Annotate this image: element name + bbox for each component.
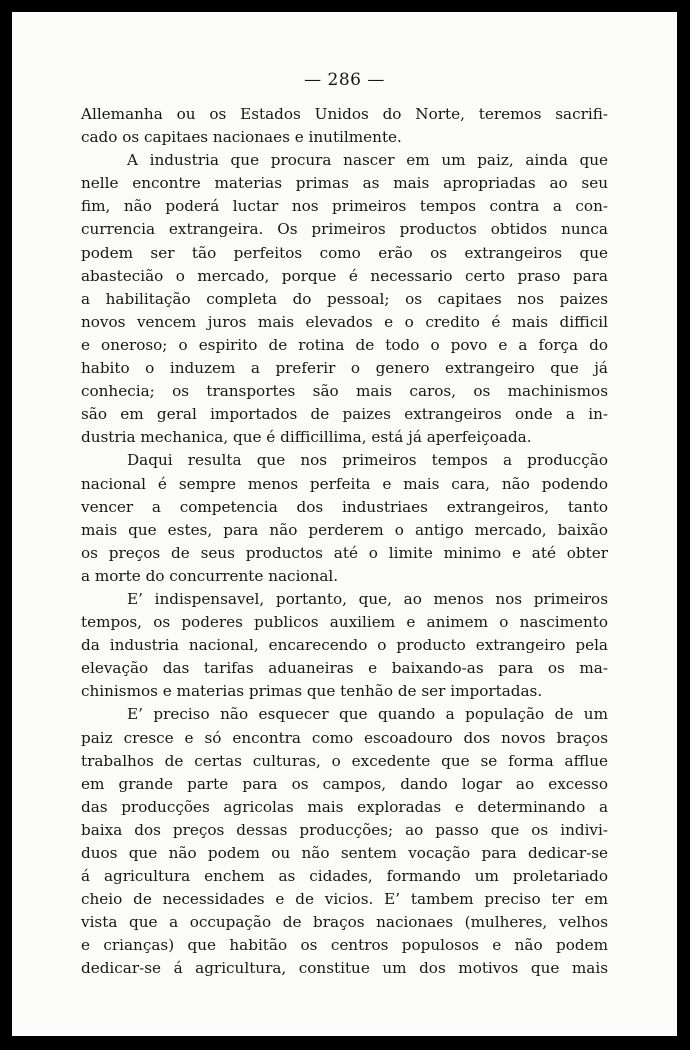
text-line: elevação das tarifas aduaneiras e baixando-as para os ma- — [81, 659, 608, 678]
text-line: podem ser tão perfeitos como erão os extrangeiros que — [81, 243, 608, 262]
text-line: e crianças) que habitão os centros populosos e não podem — [81, 936, 608, 955]
text-line: currencia extrangeira. Os primeiros productos obtidos nunca — [81, 220, 608, 239]
text-line: a morte do concurrente nacional. — [81, 566, 339, 585]
text-line: trabalhos de certas culturas, o excedente que se forma afflue — [81, 751, 608, 770]
paragraph — [81, 588, 608, 703]
text-line: vista que a occupação de braços nacionaes (mulheres, velhos — [81, 913, 608, 932]
text-line: habito o induzem a preferir o genero extrangeiro que já — [81, 359, 608, 378]
text-line: Daqui resulta que nos primeiros tempos a producção — [127, 451, 608, 470]
text-line: das producções agricolas mais exploradas e determinando a — [81, 797, 608, 816]
paragraph — [81, 149, 608, 449]
text-line: novos vencem juros mais elevados e o credito é mais difficil — [81, 312, 608, 331]
body-text — [81, 103, 608, 981]
text-line: abastecião o mercado, porque é necessario certo praso para — [81, 266, 608, 285]
text-line: A industria que procura nascer em um paiz, ainda que — [127, 151, 608, 170]
text-line: chinismos e materias primas que tenhão de ser importadas. — [81, 682, 543, 701]
text-line: a habilitação completa do pessoal; os capitaes nos paizes — [81, 289, 608, 308]
book-page — [12, 12, 677, 1036]
text-line: nacional é sempre menos perfeita e mais cara, não podendo — [81, 474, 608, 493]
text-line: cado os capitaes nacionaes e inutilmente. — [81, 128, 402, 147]
text-line: vencer a competencia dos industriaes extrangeiros, tanto — [81, 497, 608, 516]
text-line: duos que não podem ou não sentem vocação para dedicar-se — [81, 844, 608, 862]
text-line: nelle encontre materias primas as mais apropriadas ao seu — [81, 174, 608, 193]
paragraph — [81, 703, 608, 980]
text-line: mais que estes, para não perderem o antigo mercado, baixão — [81, 520, 608, 539]
text-line: os preços de seus productos até o limite minimo e até obter — [81, 543, 608, 562]
text-line: cheio de necessidades e de vicios. E’ tambem preciso ter em — [81, 890, 608, 909]
text-line: dustria mechanica, que é difficillima, está já aperfeiçoada. — [81, 428, 532, 447]
text-line: Allemanha ou os Estados Unidos do Norte, teremos sacrifi- — [81, 105, 608, 123]
paragraph — [81, 449, 608, 588]
text-line: E’ indispensavel, portanto, que, ao menos nos primeiros — [127, 589, 608, 608]
text-line: em grande parte para os campos, dando logar ao excesso — [81, 774, 608, 793]
text-line: tempos, os poderes publicos auxiliem e animem o nascimento — [81, 613, 608, 632]
text-line: conhecia; os transportes são mais caros, os machinismos — [81, 382, 608, 401]
text-line: da industria nacional, encarecendo o producto extrangeiro pela — [81, 636, 608, 655]
text-line: paiz cresce e só encontra como escoadouro dos novos braços — [81, 728, 608, 747]
paragraph — [81, 103, 608, 149]
text-line: á agricultura enchem as cidades, formando um proletariado — [81, 867, 608, 886]
page-number: — 286 — — [304, 70, 385, 90]
text-line: dedicar-se á agricultura, constitue um dos motivos que mais — [81, 959, 608, 978]
text-line: baixa dos preços dessas producções; ao passo que os indivi- — [81, 820, 608, 839]
text-line: são em geral importados de paizes extrangeiros onde a in- — [81, 405, 608, 424]
text-line: fim, não poderá luctar nos primeiros tempos contra a con- — [81, 197, 608, 216]
text-line: e oneroso; o espirito de rotina de todo o povo e a força do — [81, 335, 608, 354]
text-line: E’ preciso não esquecer que quando a população de um — [127, 705, 608, 724]
